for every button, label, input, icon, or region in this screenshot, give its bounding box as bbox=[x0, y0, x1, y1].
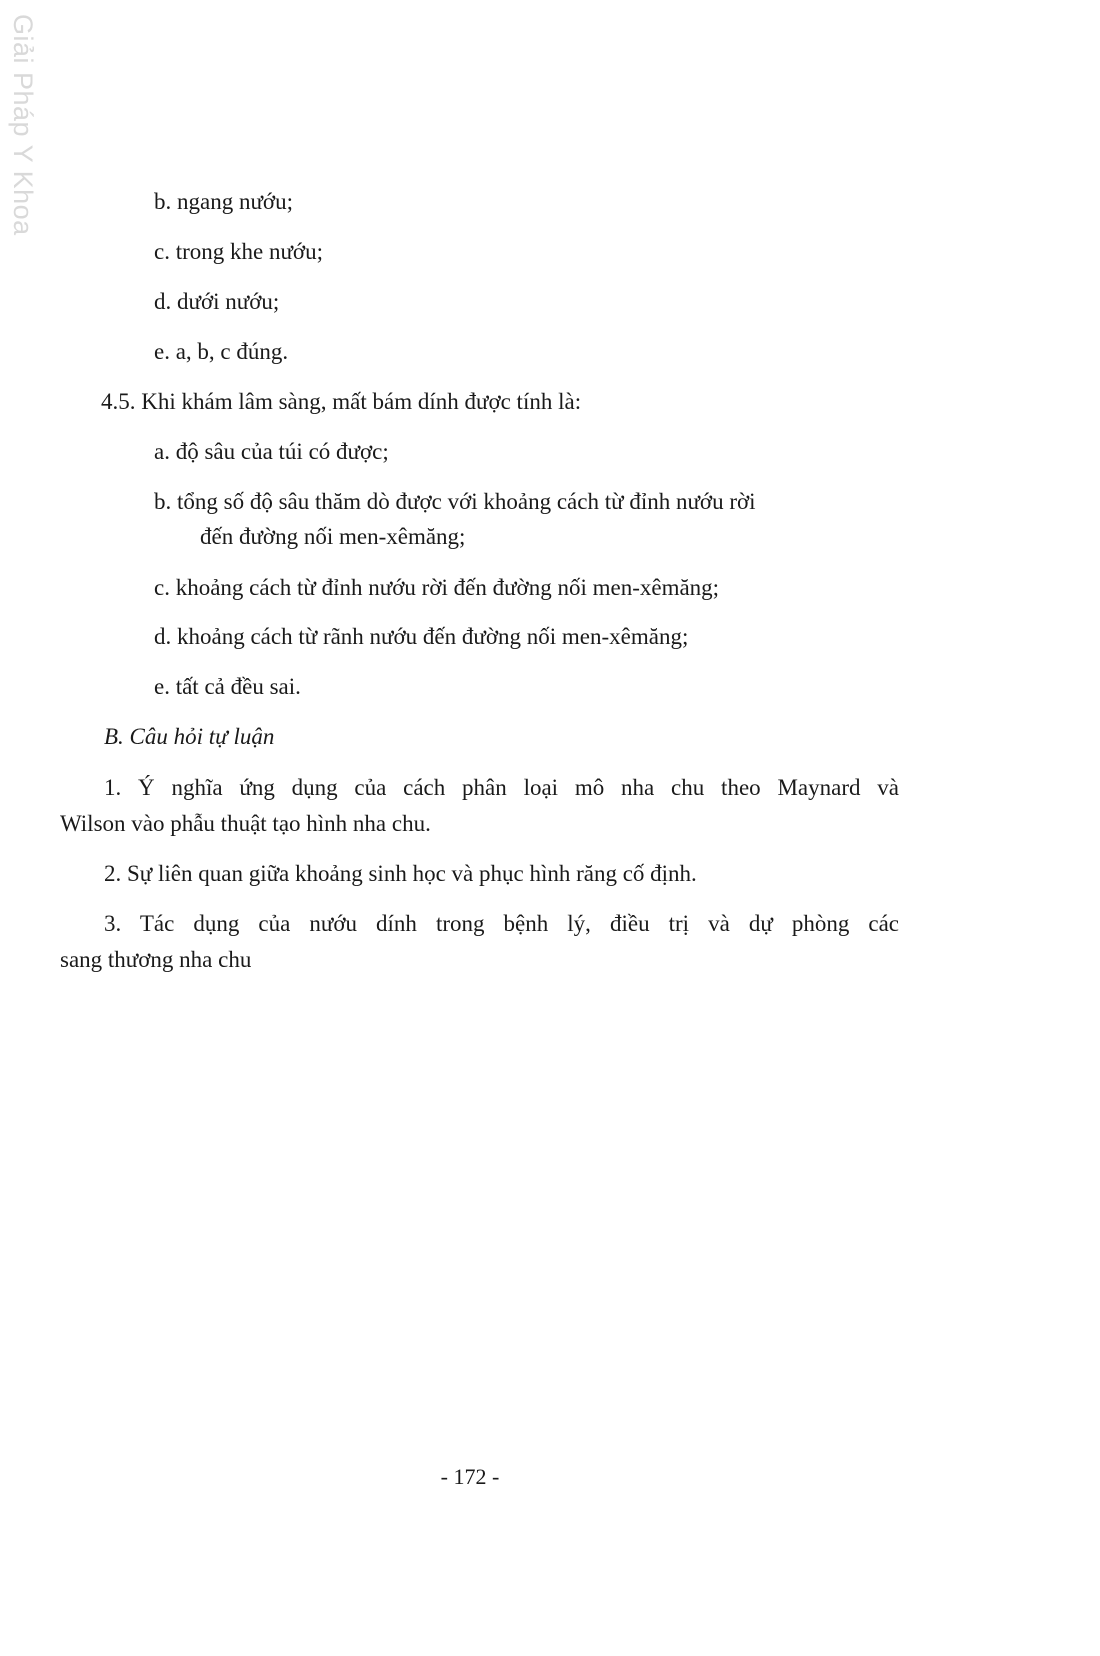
watermark: Giải Pháp Y Khoa bbox=[8, 14, 38, 236]
essay-question-1-line2: Wilson vào phẫu thuật tạo hình nha chu. bbox=[60, 811, 431, 836]
option-d-duoi-nuou: d. dưới nướu; bbox=[154, 289, 280, 314]
question-4-5-option-e: e. tất cả đều sai. bbox=[154, 674, 301, 699]
option-c-trong-khe-nuou: c. trong khe nướu; bbox=[154, 239, 323, 264]
essay-question-2: 2. Sự liên quan giữa khoảng sinh học và phục hình răng cố định. bbox=[104, 861, 697, 886]
question-4-5-option-c: c. khoảng cách từ đỉnh nướu rời đến đường nối men-xêmăng; bbox=[154, 575, 720, 600]
option-b-ngang-nuou: b. ngang nướu; bbox=[154, 189, 293, 214]
essay-question-3 bbox=[104, 909, 899, 939]
essay-question-1 bbox=[104, 773, 899, 803]
essay-question-3-line1: 3. Tác dụng của nướu dính trong bệnh lý, điều trị và dự phòng các bbox=[104, 911, 899, 936]
page-number: - 172 - bbox=[440, 1464, 500, 1489]
essay-question-1-line1: 1. Ý nghĩa ứng dụng của cách phân loại mô nha chu theo Maynard và bbox=[104, 775, 899, 800]
section-b-heading: B. Câu hỏi tự luận bbox=[104, 724, 275, 749]
question-4-5-option-d: d. khoảng cách từ rãnh nướu đến đường nối men-xêmăng; bbox=[154, 624, 689, 649]
option-e-abc-dung: e. a, b, c đúng. bbox=[154, 339, 289, 364]
question-4-5-option-b-line1: b. tổng số độ sâu thăm dò được với khoảng cách từ đỉnh nướu rời bbox=[154, 489, 756, 514]
essay-question-3-line2: sang thương nha chu bbox=[60, 947, 252, 972]
question-4-5-option-a: a. độ sâu của túi có được; bbox=[154, 439, 389, 464]
question-4-5-option-b-line2: đến đường nối men-xêmăng; bbox=[200, 524, 466, 549]
question-4-5-stem: 4.5. Khi khám lâm sàng, mất bám dính được tính là: bbox=[101, 389, 582, 414]
